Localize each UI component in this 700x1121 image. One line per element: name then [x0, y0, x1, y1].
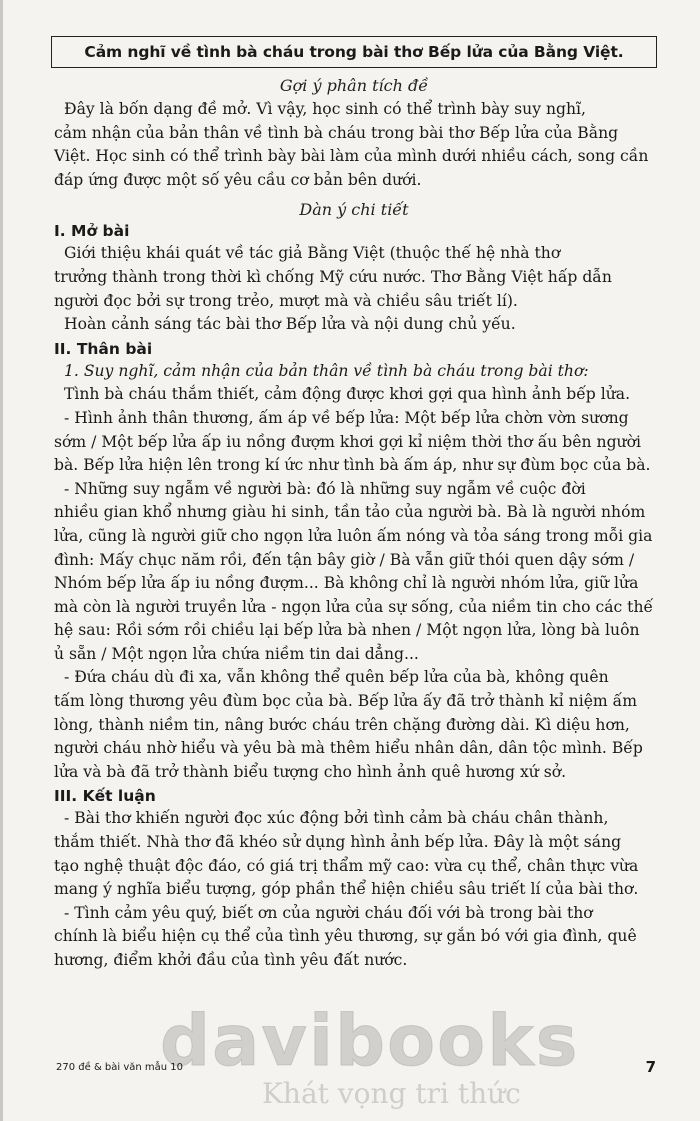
text-line: đình: Mấy chục năm rồi, đến tận bây giờ / Bà vẫn giữ thói quen dậy sớm /: [54, 550, 635, 569]
watermark-tagline: Khát vọng tri thức: [262, 1077, 521, 1110]
section-intro-body: [54, 242, 654, 336]
text-line: hương, điểm khởi đầu của tình yêu đất nước.: [54, 951, 408, 969]
text-line: Đây là bốn dạng đề mở. Vì vậy, học sinh có thể trình bày suy nghĩ,: [64, 100, 586, 118]
section-heading-intro: I. Mở bài: [54, 222, 130, 241]
text-line: người đọc bởi sự trong trẻo, mượt mà và chiều sâu triết lí).: [54, 291, 518, 310]
book-title-footer: 270 đề & bài văn mẫu 10: [56, 1062, 184, 1073]
text-line: Tình bà cháu thắm thiết, cảm động được khơi gợi qua hình ảnh bếp lửa.: [64, 385, 631, 404]
document-page: [54, 36, 654, 975]
page-footer: [56, 1058, 656, 1082]
page-edge: [0, 0, 3, 1121]
text-line: người cháu nhờ hiểu và yêu bà mà thêm hiểu nhân dân, dân tộc mình. Bếp: [54, 739, 643, 758]
text-line: tạo nghệ thuật độc đáo, có giá trị thẩm mỹ cao: vừa cụ thể, chân thực vừa: [54, 856, 639, 875]
text-line: tấm lòng thương yêu đùm bọc của bà. Bếp lửa ấy đã trở thành kỉ niệm ấm: [54, 692, 638, 711]
section-heading-conclusion: III. Kết luận: [54, 787, 156, 806]
text-line: nhiều gian khổ nhưng giàu hi sinh, tần tảo của người bà. Bà là người nhóm: [54, 503, 646, 522]
section-body-text: [54, 360, 654, 785]
text-line: - Đứa cháu dù đi xa, vẫn không thể quên bếp lửa của bà, không quên: [64, 668, 609, 687]
text-line: cảm nhận của bản thân về tình bà cháu trong bài thơ Bếp lửa của Bằng: [54, 123, 619, 142]
title-box: [51, 36, 657, 68]
text-line: - Bài thơ khiến người đọc xúc động bởi tình cảm bà cháu chân thành,: [64, 809, 609, 828]
text-line: hệ sau: Rồi sớm rồi chiều lại bếp lửa bà nhen / Một ngọn lửa, lòng bà luôn: [54, 621, 640, 640]
text-line: chính là biểu hiện cụ thể của tình yêu thương, sự gắn bó với gia đình, quê: [54, 927, 637, 946]
text-line: trưởng thành trong thời kì chống Mỹ cứu nước. Thơ Bằng Việt hấp dẫn: [54, 267, 612, 286]
text-line: mang ý nghĩa biểu tượng, góp phần thể hiện chiều sâu triết lí của bài thơ.: [54, 880, 639, 899]
intro-paragraph: [54, 98, 654, 192]
text-line: sớm / Một bếp lửa ấp iu nồng đượm khơi gợi kỉ niệm thời thơ ấu bên người: [54, 432, 641, 451]
text-line: đáp ứng được một số yêu cầu cơ bản bên dưới.: [54, 170, 422, 189]
text-line: Hoàn cảnh sáng tác bài thơ Bếp lửa và nội dung chủ yếu.: [64, 315, 516, 334]
text-line: thắm thiết. Nhà thơ đã khéo sử dụng hình ảnh bếp lửa. Đây là một sáng: [54, 833, 622, 852]
text-line: Nhóm bếp lửa ấp iu nồng đượm... Bà không chỉ là người nhóm lửa, giữ lửa: [54, 574, 639, 593]
text-line: - Những suy ngẫm về người bà: đó là những suy ngẫm về cuộc đời: [64, 479, 586, 498]
text-line: - Tình cảm yêu quý, biết ơn của người cháu đối với bà trong bài thơ: [64, 903, 593, 922]
text-line: - Hình ảnh thân thương, ấm áp về bếp lửa: Một bếp lửa chờn vờn sương: [64, 408, 629, 427]
section-conclusion-body: [54, 807, 654, 972]
page-number: 7: [645, 1058, 656, 1076]
text-line: lửa, cũng là người giữ cho ngọn lửa luôn ấm nóng và tỏa sáng trong mỗi gia: [54, 526, 653, 545]
outline-heading: Dàn ý chi tiết: [299, 200, 409, 220]
text-line: ủ sẵn / Một ngọn lửa chứa niềm tin dai dẳng...: [54, 644, 419, 663]
document-title: Cảm nghĩ về tình bà cháu trong bài thơ Bếp lửa của Bằng Việt.: [84, 43, 624, 61]
text-line: mà còn là người truyền lửa - ngọn lửa của sự sống, của niềm tin cho các thế: [54, 597, 654, 616]
text-line: lửa và bà đã trở thành biểu tượng cho hình ảnh quê hương xứ sở.: [54, 762, 567, 781]
section-heading-body: II. Thân bài: [54, 339, 153, 358]
watermark-logo: davibooks: [160, 1000, 580, 1082]
suggestion-heading: Gợi ý phân tích đề: [279, 76, 429, 95]
text-line: Giới thiệu khái quát về tác giả Bằng Việt (thuộc thế hệ nhà thơ: [64, 244, 561, 263]
text-line: 1. Suy nghĩ, cảm nhận của bản thân về tình bà cháu trong bài thơ:: [64, 361, 589, 380]
text-line: bà. Bếp lửa hiện lên trong kí ức như tình bà ấm áp, như sự đùm bọc của bà.: [54, 456, 651, 475]
text-line: lòng, thành niềm tin, nâng bước cháu trên chặng đường dài. Kì diệu hơn,: [54, 715, 630, 734]
text-line: Việt. Học sinh có thể trình bày bài làm của mình dưới nhiều cách, song cần: [54, 147, 649, 166]
